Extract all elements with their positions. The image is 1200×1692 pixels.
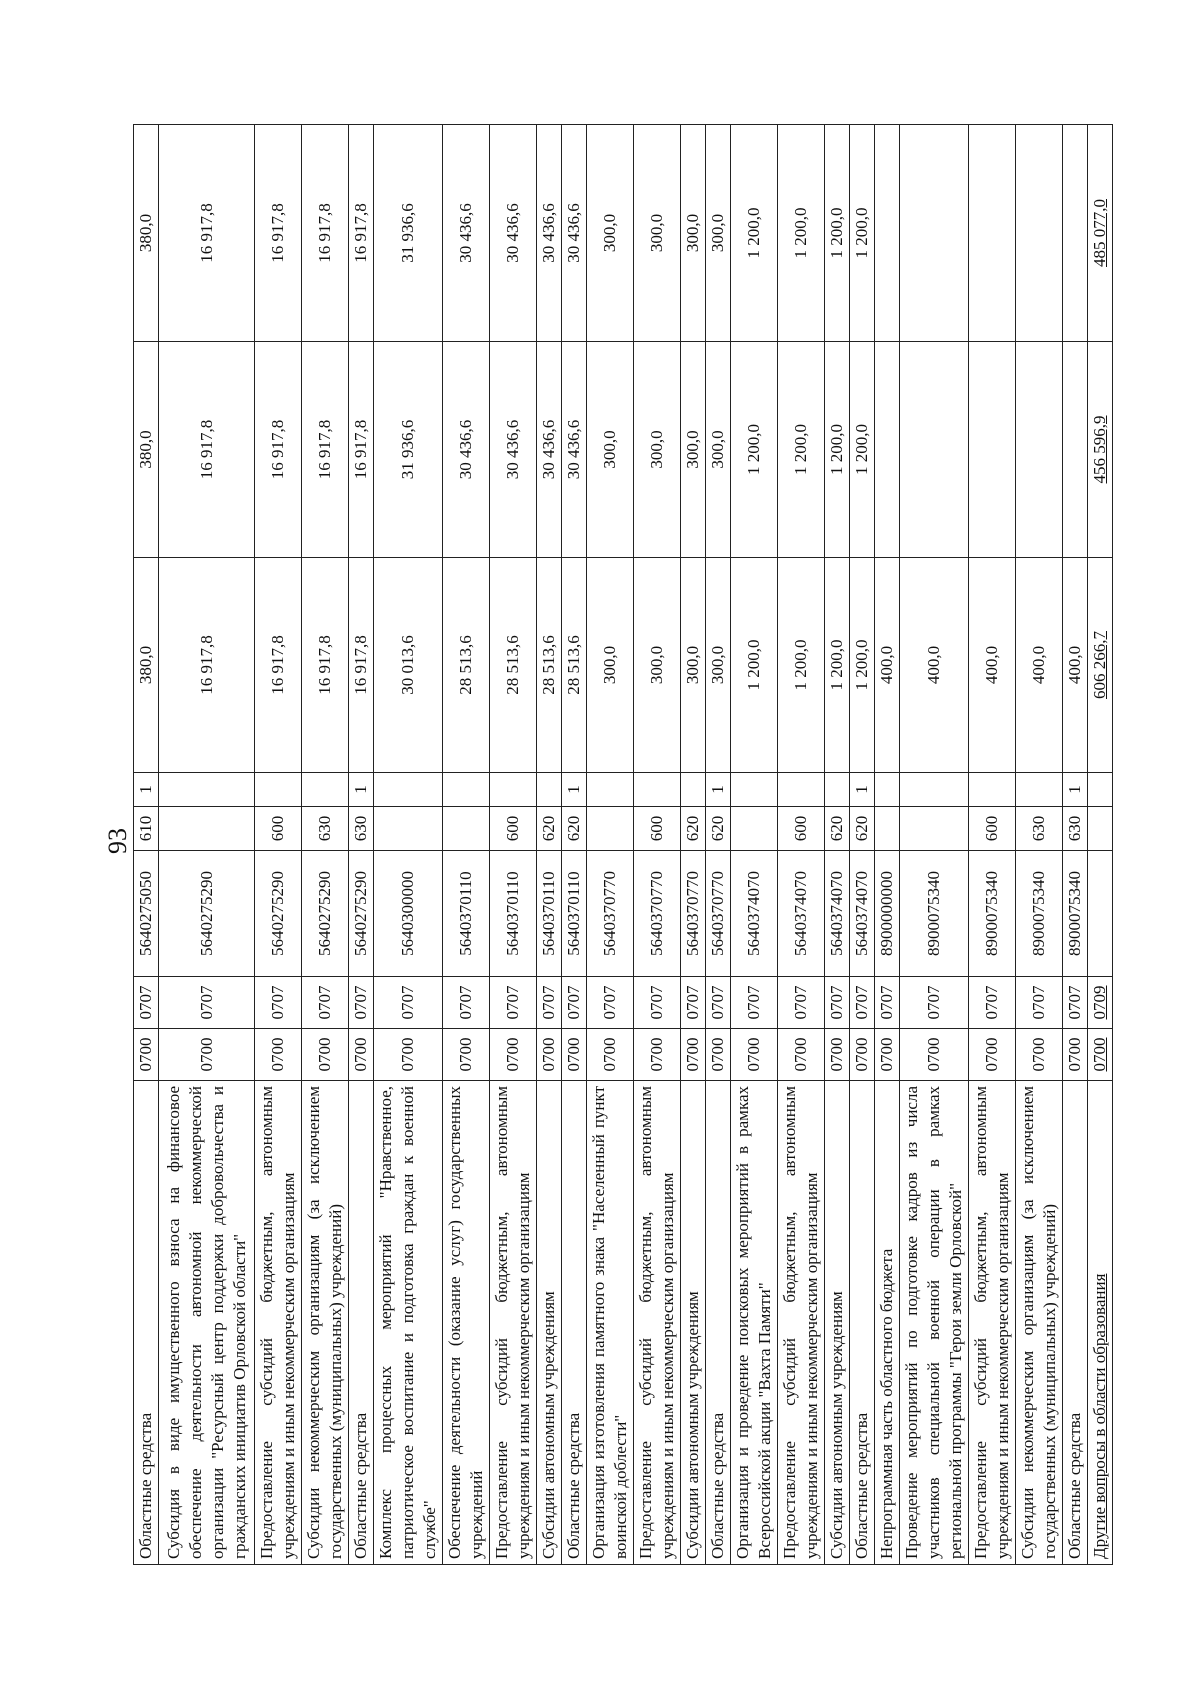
source-indicator	[490, 773, 537, 807]
expense-type-code: 630	[1016, 807, 1063, 851]
target-article-code: 5640374070	[731, 851, 778, 977]
section-code: 0700	[850, 1029, 875, 1081]
section-code: 0700	[731, 1029, 778, 1081]
row-name: Предоставление субсидий бюджетным, автономным учреждениям и иным некоммерческим организациям	[634, 1081, 681, 1565]
amount-col-2: 300,0	[706, 342, 731, 558]
expense-type-code: 600	[969, 807, 1016, 851]
expense-type-code: 630	[1063, 807, 1088, 851]
row-name: Субсидии автономным учреждениям	[825, 1081, 850, 1565]
subsection-code: 0709	[1088, 977, 1113, 1029]
subsection-code: 0707	[969, 977, 1016, 1029]
amount-col-3: 485 077,0	[1088, 125, 1113, 342]
amount-col-3: 30 436,6	[562, 125, 587, 342]
row-name: Областные средства	[562, 1081, 587, 1565]
amount-col-3: 300,0	[634, 125, 681, 342]
amount-col-3	[1016, 125, 1063, 342]
table-row	[159, 125, 255, 1565]
amount-col-2	[969, 342, 1016, 558]
amount-col-1: 1 200,0	[850, 558, 875, 773]
expense-type-code	[159, 807, 255, 851]
table-row	[1088, 125, 1113, 1565]
amount-col-2	[900, 342, 969, 558]
target-article-code: 5640370110	[490, 851, 537, 977]
expense-type-code	[443, 807, 490, 851]
row-name: Организация изготовления памятного знака "Населенный пункт воинской доблести"	[587, 1081, 634, 1565]
row-name: Субсидии автономным учреждениям	[681, 1081, 706, 1565]
amount-col-3: 1 200,0	[778, 125, 825, 342]
expense-type-code	[875, 807, 900, 851]
section-code: 0700	[1063, 1029, 1088, 1081]
amount-col-3: 16 917,8	[302, 125, 349, 342]
expense-type-code: 620	[825, 807, 850, 851]
table-row	[681, 125, 706, 1565]
target-article-code: 5640374070	[850, 851, 875, 977]
source-indicator	[825, 773, 850, 807]
amount-col-2: 16 917,8	[302, 342, 349, 558]
amount-col-3	[900, 125, 969, 342]
section-code: 0700	[134, 1029, 159, 1081]
subsection-code: 0707	[302, 977, 349, 1029]
table-row	[490, 125, 537, 1565]
target-article-code: 5640370110	[562, 851, 587, 977]
target-article-code: 5640370770	[706, 851, 731, 977]
amount-col-2: 30 436,6	[443, 342, 490, 558]
amount-col-3: 16 917,8	[349, 125, 374, 342]
row-name: Субсидии некоммерческим организациям (за исключением государственных (муниципальных) учреждений)	[302, 1081, 349, 1565]
amount-col-1: 28 513,6	[490, 558, 537, 773]
expense-type-code	[731, 807, 778, 851]
target-article-code: 8900075340	[1016, 851, 1063, 977]
source-indicator	[875, 773, 900, 807]
amount-col-3: 16 917,8	[159, 125, 255, 342]
source-indicator	[969, 773, 1016, 807]
subsection-code: 0707	[731, 977, 778, 1029]
amount-col-3: 300,0	[681, 125, 706, 342]
subsection-code: 0707	[681, 977, 706, 1029]
section-code: 0700	[443, 1029, 490, 1081]
target-article-code	[1088, 851, 1113, 977]
subsection-code: 0707	[159, 977, 255, 1029]
section-code: 0700	[900, 1029, 969, 1081]
amount-col-3: 30 436,6	[537, 125, 562, 342]
section-code: 0700	[587, 1029, 634, 1081]
section-code: 0700	[634, 1029, 681, 1081]
amount-col-2: 16 917,8	[255, 342, 302, 558]
target-article-code: 8900075340	[900, 851, 969, 977]
expense-type-code: 620	[537, 807, 562, 851]
subsection-code: 0707	[562, 977, 587, 1029]
source-indicator	[537, 773, 562, 807]
target-article-code: 8900075340	[969, 851, 1016, 977]
expense-type-code: 620	[562, 807, 587, 851]
source-indicator	[374, 773, 443, 807]
amount-col-1: 400,0	[1016, 558, 1063, 773]
table-row	[1063, 125, 1088, 1565]
subsection-code: 0707	[1063, 977, 1088, 1029]
subsection-code: 0707	[134, 977, 159, 1029]
subsection-code: 0707	[374, 977, 443, 1029]
amount-col-3: 1 200,0	[825, 125, 850, 342]
source-indicator: 1	[850, 773, 875, 807]
row-name: Предоставление субсидий бюджетным, автономным учреждениям и иным некоммерческим организациям	[490, 1081, 537, 1565]
section-code: 0700	[159, 1029, 255, 1081]
source-indicator: 1	[349, 773, 374, 807]
amount-col-2: 31 936,6	[374, 342, 443, 558]
subsection-code: 0707	[634, 977, 681, 1029]
section-code: 0700	[490, 1029, 537, 1081]
table-row	[778, 125, 825, 1565]
amount-col-2: 1 200,0	[731, 342, 778, 558]
amount-col-2: 300,0	[587, 342, 634, 558]
subsection-code: 0707	[900, 977, 969, 1029]
target-article-code: 5640370110	[537, 851, 562, 977]
source-indicator: 1	[134, 773, 159, 807]
amount-col-2: 1 200,0	[778, 342, 825, 558]
amount-col-2	[1063, 342, 1088, 558]
table-row	[706, 125, 731, 1565]
amount-col-1: 16 917,8	[302, 558, 349, 773]
amount-col-1: 28 513,6	[562, 558, 587, 773]
source-indicator	[1016, 773, 1063, 807]
amount-col-1: 400,0	[969, 558, 1016, 773]
amount-col-2: 1 200,0	[825, 342, 850, 558]
subsection-code: 0707	[255, 977, 302, 1029]
source-indicator	[159, 773, 255, 807]
amount-col-1: 606 266,7	[1088, 558, 1113, 773]
row-name: Обеспечение деятельности (оказание услуг) государственных учреждений	[443, 1081, 490, 1565]
target-article-code: 5640370770	[634, 851, 681, 977]
section-code: 0700	[537, 1029, 562, 1081]
target-article-code: 5640370770	[681, 851, 706, 977]
amount-col-1: 300,0	[587, 558, 634, 773]
section-code: 0700	[969, 1029, 1016, 1081]
amount-col-3: 1 200,0	[731, 125, 778, 342]
row-name: Областные средства	[1063, 1081, 1088, 1565]
table-row	[302, 125, 349, 1565]
expense-type-code	[1088, 807, 1113, 851]
source-indicator	[1088, 773, 1113, 807]
amount-col-1: 400,0	[875, 558, 900, 773]
amount-col-1: 300,0	[706, 558, 731, 773]
subsection-code: 0707	[825, 977, 850, 1029]
row-name: Субсидии некоммерческим организациям (за исключением государственных (муниципальных) учреждений)	[1016, 1081, 1063, 1565]
table-row	[634, 125, 681, 1565]
row-name: Предоставление субсидий бюджетным, автономным учреждениям и иным некоммерческим организациям	[255, 1081, 302, 1565]
source-indicator	[587, 773, 634, 807]
subsection-code: 0707	[875, 977, 900, 1029]
subsection-code: 0707	[706, 977, 731, 1029]
row-name: Предоставление субсидий бюджетным, автономным учреждениям и иным некоммерческим организациям	[778, 1081, 825, 1565]
target-article-code: 5640374070	[825, 851, 850, 977]
subsection-code: 0707	[850, 977, 875, 1029]
table-row	[1016, 125, 1063, 1565]
target-article-code: 5640275290	[302, 851, 349, 977]
table-row	[349, 125, 374, 1565]
target-article-code: 5640300000	[374, 851, 443, 977]
table-row	[900, 125, 969, 1565]
amount-col-1: 28 513,6	[443, 558, 490, 773]
subsection-code: 0707	[537, 977, 562, 1029]
amount-col-1: 16 917,8	[255, 558, 302, 773]
amount-col-2: 30 436,6	[537, 342, 562, 558]
amount-col-3: 300,0	[706, 125, 731, 342]
amount-col-2	[1016, 342, 1063, 558]
table-row	[255, 125, 302, 1565]
subsection-code: 0707	[490, 977, 537, 1029]
expense-type-code: 620	[681, 807, 706, 851]
expense-type-code	[587, 807, 634, 851]
row-name: Областные средства	[134, 1081, 159, 1565]
table-row	[850, 125, 875, 1565]
table-row	[537, 125, 562, 1565]
amount-col-1: 300,0	[681, 558, 706, 773]
source-indicator	[778, 773, 825, 807]
table-row	[875, 125, 900, 1565]
subsection-code: 0707	[587, 977, 634, 1029]
subsection-code: 0707	[1016, 977, 1063, 1029]
row-name: Субсидия в виде имущественного взноса на финансовое обеспечение деятельности автономной некоммерческой организации "Ресурсный центр поддержки добровольчества и гражданских инициатив Орловской области"	[159, 1081, 255, 1565]
target-article-code: 5640275290	[349, 851, 374, 977]
expense-type-code: 620	[850, 807, 875, 851]
source-indicator	[443, 773, 490, 807]
amount-col-2: 300,0	[681, 342, 706, 558]
row-name: Областные средства	[706, 1081, 731, 1565]
amount-col-3: 1 200,0	[850, 125, 875, 342]
amount-col-3: 30 436,6	[443, 125, 490, 342]
source-indicator	[681, 773, 706, 807]
table-row	[825, 125, 850, 1565]
section-code: 0700	[1016, 1029, 1063, 1081]
amount-col-1: 1 200,0	[731, 558, 778, 773]
amount-col-2	[875, 342, 900, 558]
table-row	[562, 125, 587, 1565]
row-name: Предоставление субсидий бюджетным, автономным учреждениям и иным некоммерческим организациям	[969, 1081, 1016, 1565]
table-row	[134, 125, 159, 1565]
expense-type-code	[900, 807, 969, 851]
amount-col-1: 1 200,0	[825, 558, 850, 773]
table-row	[374, 125, 443, 1565]
expense-type-code: 600	[634, 807, 681, 851]
budget-table	[133, 124, 1113, 1565]
amount-col-1: 380,0	[134, 558, 159, 773]
amount-col-3	[1063, 125, 1088, 342]
section-code: 0700	[255, 1029, 302, 1081]
amount-col-1: 400,0	[900, 558, 969, 773]
target-article-code: 5640275050	[134, 851, 159, 977]
amount-col-2: 30 436,6	[562, 342, 587, 558]
subsection-code: 0707	[349, 977, 374, 1029]
expense-type-code: 610	[134, 807, 159, 851]
source-indicator	[900, 773, 969, 807]
section-code: 0700	[1088, 1029, 1113, 1081]
amount-col-1: 28 513,6	[537, 558, 562, 773]
source-indicator: 1	[706, 773, 731, 807]
expense-type-code: 620	[706, 807, 731, 851]
amount-col-3: 380,0	[134, 125, 159, 342]
amount-col-3	[875, 125, 900, 342]
table-row	[443, 125, 490, 1565]
amount-col-1: 16 917,8	[349, 558, 374, 773]
expense-type-code: 600	[490, 807, 537, 851]
target-article-code: 5640370770	[587, 851, 634, 977]
target-article-code: 5640275290	[159, 851, 255, 977]
subsection-code: 0707	[443, 977, 490, 1029]
row-name: Субсидии автономным учреждениям	[537, 1081, 562, 1565]
source-indicator	[731, 773, 778, 807]
target-article-code: 8900075340	[1063, 851, 1088, 977]
source-indicator	[302, 773, 349, 807]
amount-col-2: 1 200,0	[850, 342, 875, 558]
section-code: 0700	[302, 1029, 349, 1081]
rotated-table-container	[133, 125, 1109, 1565]
section-code: 0700	[875, 1029, 900, 1081]
amount-col-1: 400,0	[1063, 558, 1088, 773]
row-name: Комплекс процессных мероприятий "Нравственное, патриотическое воспитание и подготовка граждан к военной службе"	[374, 1081, 443, 1565]
amount-col-2: 300,0	[634, 342, 681, 558]
target-article-code: 5640370110	[443, 851, 490, 977]
target-article-code: 5640275290	[255, 851, 302, 977]
amount-col-3: 31 936,6	[374, 125, 443, 342]
section-code: 0700	[681, 1029, 706, 1081]
amount-col-2: 16 917,8	[349, 342, 374, 558]
row-name: Областные средства	[349, 1081, 374, 1565]
amount-col-3	[969, 125, 1016, 342]
amount-col-3: 16 917,8	[255, 125, 302, 342]
section-code: 0700	[349, 1029, 374, 1081]
row-name: Другие вопросы в области образования	[1088, 1081, 1113, 1565]
section-code: 0700	[374, 1029, 443, 1081]
table-row	[731, 125, 778, 1565]
row-name: Областные средства	[850, 1081, 875, 1565]
section-code: 0700	[825, 1029, 850, 1081]
expense-type-code: 630	[349, 807, 374, 851]
expense-type-code	[374, 807, 443, 851]
table-row	[587, 125, 634, 1565]
row-name: Организация и проведение поисковых мероприятий в рамках Всероссийской акции "Вахта Памяти"	[731, 1081, 778, 1565]
amount-col-1: 16 917,8	[159, 558, 255, 773]
amount-col-1: 30 013,6	[374, 558, 443, 773]
target-article-code: 8900000000	[875, 851, 900, 977]
amount-col-2: 380,0	[134, 342, 159, 558]
source-indicator: 1	[1063, 773, 1088, 807]
source-indicator	[634, 773, 681, 807]
expense-type-code: 630	[302, 807, 349, 851]
section-code: 0700	[778, 1029, 825, 1081]
page-number: 93	[103, 828, 132, 854]
section-code: 0700	[562, 1029, 587, 1081]
table-row	[969, 125, 1016, 1565]
row-name: Непрограммная часть областного бюджета	[875, 1081, 900, 1565]
expense-type-code: 600	[255, 807, 302, 851]
amount-col-3: 300,0	[587, 125, 634, 342]
expense-type-code: 600	[778, 807, 825, 851]
amount-col-1: 1 200,0	[778, 558, 825, 773]
row-name: Проведение мероприятий по подготовке кадров из числа участников специальной военной операции в рамках региональной программы "Герои земли Орловской"	[900, 1081, 969, 1565]
amount-col-2: 30 436,6	[490, 342, 537, 558]
source-indicator	[255, 773, 302, 807]
subsection-code: 0707	[778, 977, 825, 1029]
source-indicator: 1	[562, 773, 587, 807]
target-article-code: 5640374070	[778, 851, 825, 977]
section-code: 0700	[706, 1029, 731, 1081]
amount-col-1: 300,0	[634, 558, 681, 773]
amount-col-2: 16 917,8	[159, 342, 255, 558]
table-body	[134, 125, 1113, 1565]
amount-col-2: 456 596,9	[1088, 342, 1113, 558]
amount-col-3: 30 436,6	[490, 125, 537, 342]
